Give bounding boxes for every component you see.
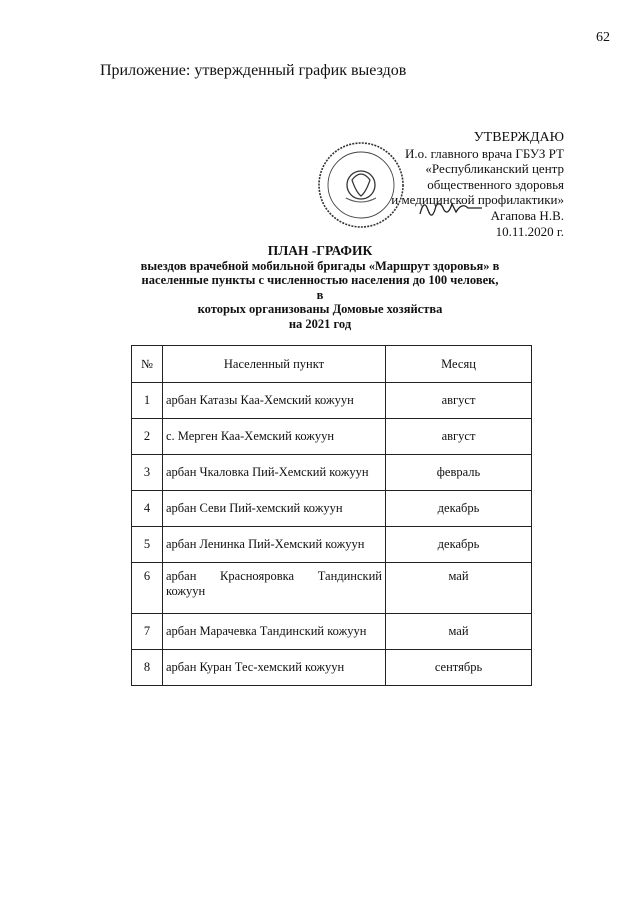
row-number: 5 (132, 527, 163, 563)
table-row (132, 491, 532, 527)
approval-line: И.о. главного врача ГБУЗ РТ (404, 145, 564, 161)
row-number: 4 (132, 491, 163, 527)
row-location: арбан Чкаловка Пий-Хемский кожуун (163, 455, 386, 491)
approval-line: общественного здоровья (427, 176, 564, 192)
table-row (132, 527, 532, 563)
row-number: 7 (132, 614, 163, 650)
row-location: с. Мерген Каа-Хемский кожуун (163, 419, 386, 455)
header-number: № (132, 346, 163, 383)
plan-subtitle-line: на 2021 год (288, 316, 352, 331)
row-month: декабрь (386, 491, 532, 527)
row-location: арбан Катазы Каа-Хемский кожуун (163, 383, 386, 419)
row-month: май (386, 563, 532, 614)
plan-title: ПЛАН -ГРАФИК (267, 243, 373, 258)
table-row (132, 563, 532, 614)
row-month: август (386, 419, 532, 455)
row-number: 2 (132, 419, 163, 455)
approval-line: и медицинской профилактики» (391, 192, 564, 208)
row-month: сентябрь (386, 650, 532, 686)
row-month: август (386, 383, 532, 419)
row-location: арбан Краснояровка Тандинский кожуун (163, 563, 386, 614)
approval-line: «Республиканский центр (425, 161, 564, 177)
table-row (132, 614, 532, 650)
row-month: февраль (386, 455, 532, 491)
page-number: 62 (596, 30, 610, 45)
plan-subtitle-line: населенные пункты с численностью населения до 100 человек, в (141, 273, 499, 302)
row-month: декабрь (386, 527, 532, 563)
plan-title-block (140, 244, 500, 331)
row-location: арбан Марачевка Тандинский кожуун (163, 614, 386, 650)
header-month: Месяц (386, 346, 532, 383)
row-location: арбан Ленинка Пий-Хемский кожуун (163, 527, 386, 563)
row-location: арбан Куран Тес-хемский кожуун (163, 650, 386, 686)
row-number: 3 (132, 455, 163, 491)
approval-signatory: Агапова Н.В. (490, 207, 564, 223)
plan-subtitle-line: выездов врачебной мобильной бригады «Маршрут здоровья» в (140, 258, 500, 273)
appendix-title: Приложение: утвержденный график выездов (100, 62, 407, 79)
approval-block (324, 130, 564, 239)
header-location: Населенный пункт (163, 346, 386, 383)
schedule-table (131, 345, 532, 686)
table-row (132, 650, 532, 686)
approval-date: 10.11.2020 г. (495, 223, 564, 239)
row-number: 1 (132, 383, 163, 419)
table-row (132, 383, 532, 419)
table-header-row (132, 346, 532, 383)
row-month: май (386, 614, 532, 650)
table-row (132, 419, 532, 455)
table-row (132, 455, 532, 491)
approval-heading: УТВЕРЖДАЮ (473, 130, 564, 145)
plan-subtitle-line: которых организованы Домовые хозяйства (197, 302, 443, 316)
row-number: 8 (132, 650, 163, 686)
row-number: 6 (132, 563, 163, 614)
row-location: арбан Севи Пий-хемский кожуун (163, 491, 386, 527)
